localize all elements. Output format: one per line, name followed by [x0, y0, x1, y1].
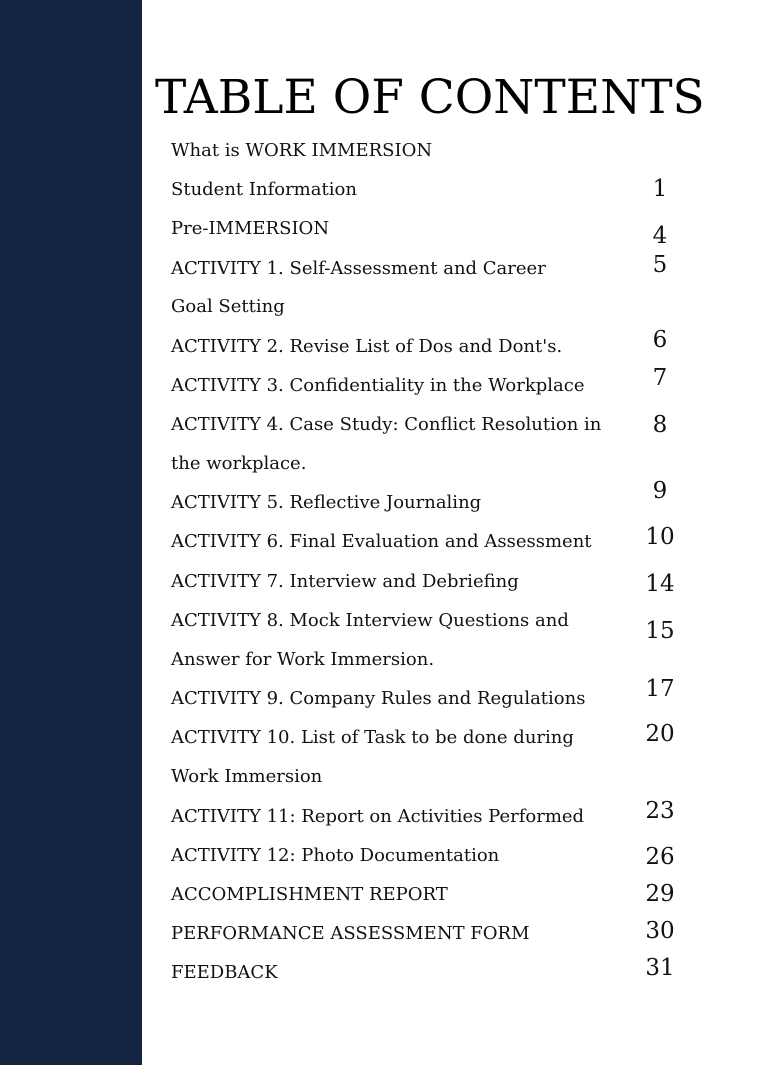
toc-entry-activity-10-cont[interactable]: Work Immersion — [171, 766, 323, 787]
toc-page-number: 5 — [652, 252, 668, 278]
toc-page-number: 9 — [652, 478, 668, 504]
toc-entry-performance-assessment-form[interactable]: PERFORMANCE ASSESSMENT FORM — [171, 923, 530, 944]
toc-page-number: 17 — [645, 676, 675, 702]
toc-entry-accomplishment-report[interactable]: ACCOMPLISHMENT REPORT — [171, 884, 448, 905]
toc-page-number: 8 — [652, 412, 668, 438]
toc-page-number: 31 — [645, 955, 675, 981]
toc-page-number: 23 — [645, 798, 675, 824]
toc-entry-student-information[interactable]: Student Information — [171, 179, 357, 200]
toc-entry-activity-2[interactable]: ACTIVITY 2. Revise List of Dos and Dont's. — [171, 336, 563, 357]
toc-page-number: 1 — [652, 176, 668, 202]
toc-entry-activity-9[interactable]: ACTIVITY 9. Company Rules and Regulations — [171, 688, 586, 709]
sidebar-band — [0, 0, 142, 1065]
toc-page-number: 20 — [645, 721, 675, 747]
toc-entry-activity-4[interactable]: ACTIVITY 4. Case Study: Conflict Resolution in — [171, 414, 602, 435]
toc-entry-activity-6[interactable]: ACTIVITY 6. Final Evaluation and Assessment — [171, 531, 592, 552]
toc-entry-activity-11[interactable]: ACTIVITY 11: Report on Activities Performed — [171, 806, 585, 827]
toc-page-number: 4 — [652, 223, 668, 249]
toc-entry-activity-4-cont[interactable]: the workplace. — [171, 453, 307, 474]
page-title: TABLE OF CONTENTS — [155, 70, 705, 125]
toc-entry-activity-10[interactable]: ACTIVITY 10. List of Task to be done during — [171, 727, 574, 748]
toc-page-number: 29 — [645, 881, 675, 907]
toc-entry-activity-5[interactable]: ACTIVITY 5. Reflective Journaling — [171, 492, 482, 513]
toc-entry-feedback[interactable]: FEEDBACK — [171, 962, 278, 983]
toc-page-number: 26 — [645, 844, 675, 870]
toc-entry-activity-1[interactable]: ACTIVITY 1. Self-Assessment and Career — [171, 258, 546, 279]
toc-page-number: 30 — [645, 918, 675, 944]
toc-page-number: 7 — [652, 365, 668, 391]
toc-page-number: 10 — [645, 524, 675, 550]
toc-entry-pre-immersion[interactable]: Pre-IMMERSION — [171, 218, 330, 239]
toc-page-number: 14 — [645, 571, 675, 597]
toc-entry-activity-8[interactable]: ACTIVITY 8. Mock Interview Questions and — [171, 610, 569, 631]
toc-entry-activity-8-cont[interactable]: Answer for Work Immersion. — [171, 649, 435, 670]
toc-page-number: 6 — [652, 327, 668, 353]
toc-entry-activity-1-cont[interactable]: Goal Setting — [171, 296, 285, 317]
toc-entry-activity-3[interactable]: ACTIVITY 3. Confidentiality in the Workplace — [171, 375, 585, 396]
toc-entry-activity-7[interactable]: ACTIVITY 7. Interview and Debriefing — [171, 571, 519, 592]
toc-entry-what-is-work-immersion[interactable]: What is WORK IMMERSION — [171, 140, 433, 161]
toc-entry-activity-12[interactable]: ACTIVITY 12: Photo Documentation — [171, 845, 500, 866]
toc-page-number: 15 — [645, 618, 675, 644]
